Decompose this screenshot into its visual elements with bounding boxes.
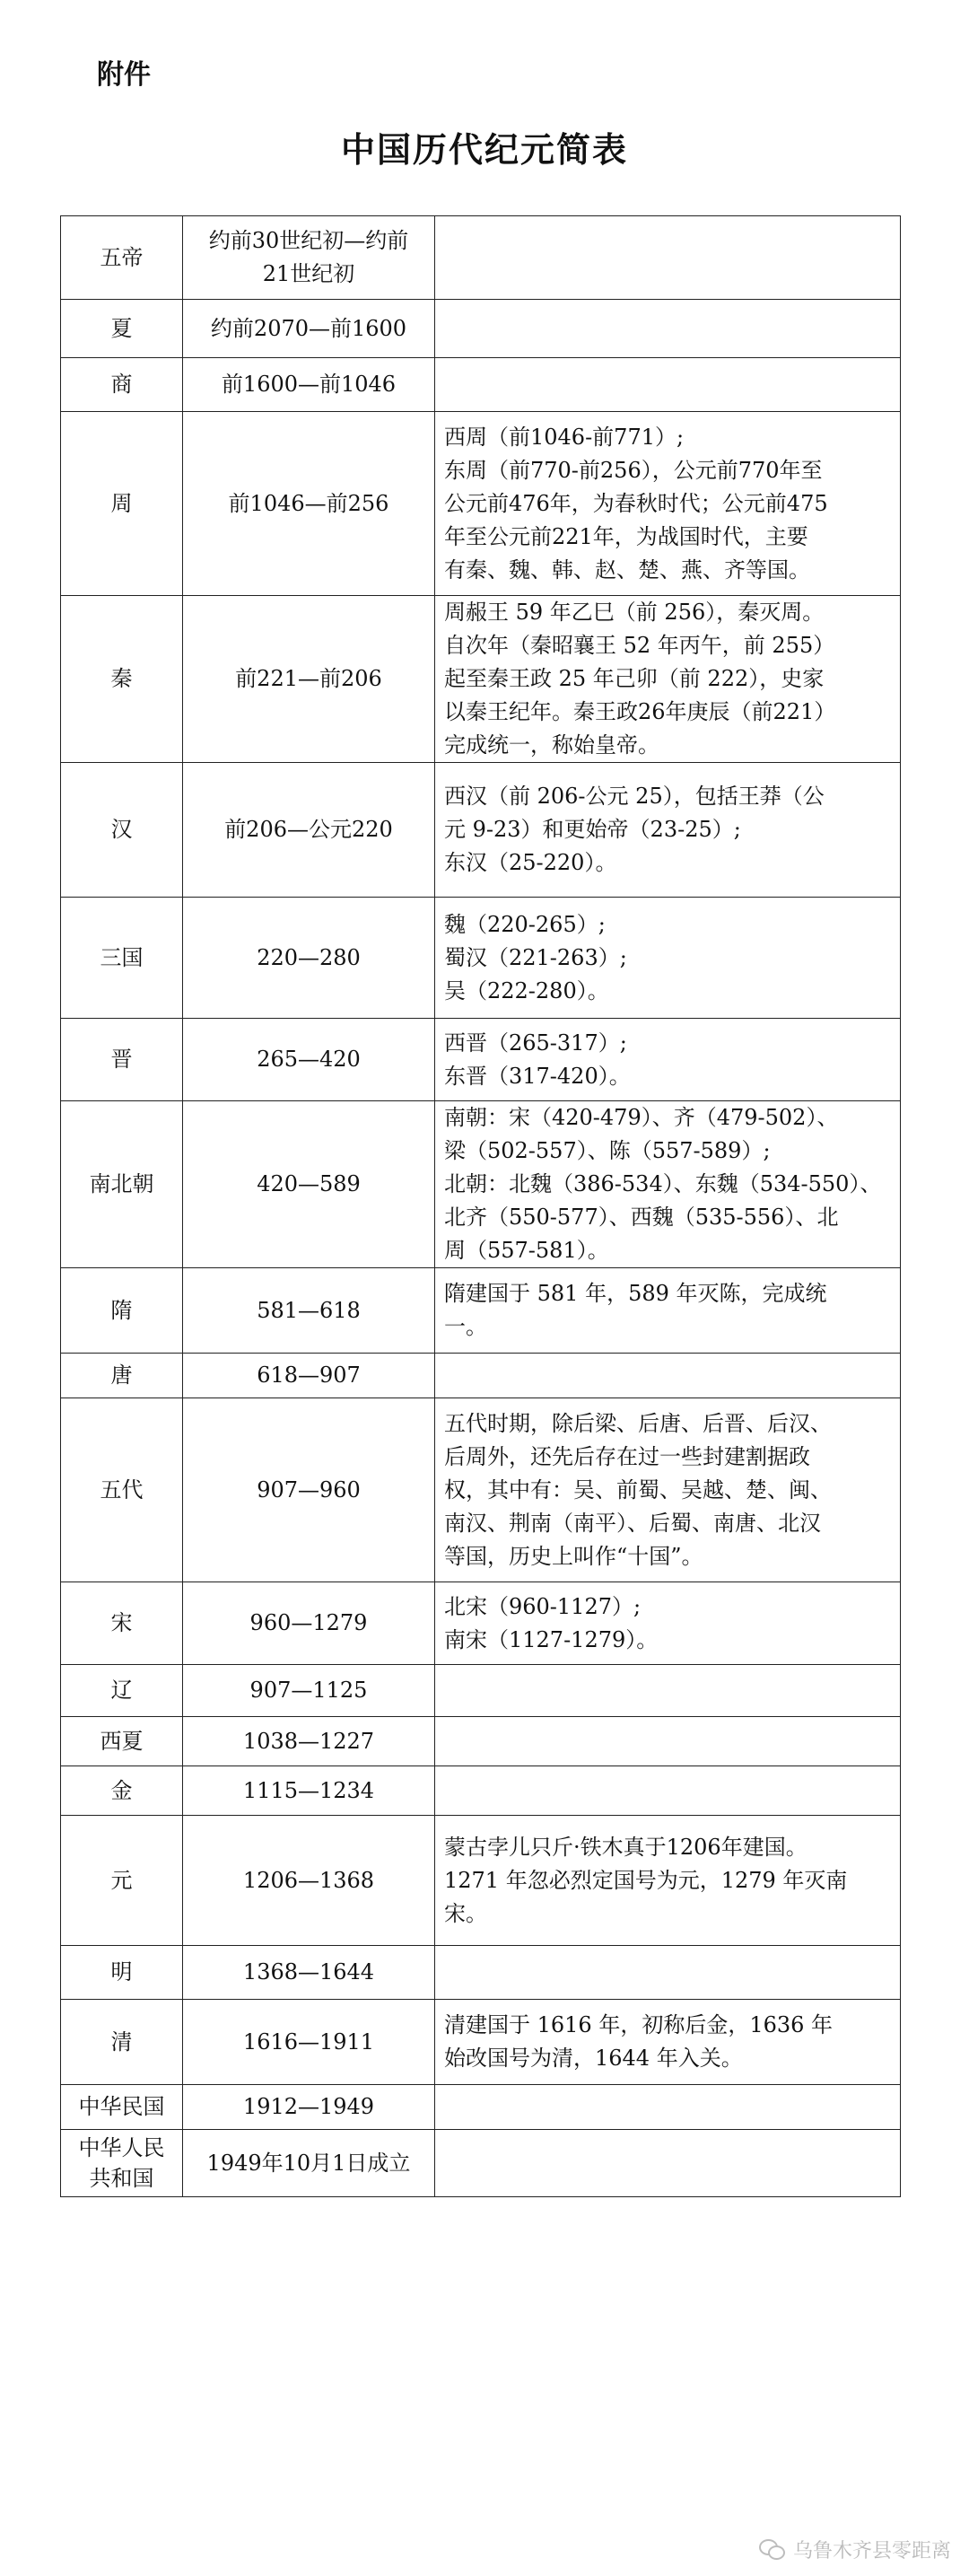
note-line: 周赧王 59 年乙巳（前 256），秦灭周。: [444, 600, 825, 625]
notes-cell: [435, 1582, 901, 1665]
period-cell: 420—589: [183, 1101, 435, 1268]
note-line: 以秦王纪年。秦王政26年庚辰（前221）: [444, 699, 836, 724]
note-line: 南朝：宋（420-479）、齐（479-502）、: [444, 1105, 839, 1130]
period-cell: 907—960: [183, 1398, 435, 1582]
dynasty-cell: 元: [61, 1816, 183, 1946]
note-line: 蜀汉（221-263）;: [444, 944, 627, 970]
dynasty-cell: 南北朝: [61, 1101, 183, 1268]
note-line: 完成统一，称始皇帝。: [444, 732, 659, 758]
period-cell: 前221—前206: [183, 596, 435, 763]
period-cell: 1038—1227: [183, 1717, 435, 1766]
wechat-icon: [759, 2539, 786, 2561]
period-cell: 960—1279: [183, 1582, 435, 1665]
period-cell: 前206—公元220: [183, 763, 435, 898]
period-cell: 前1046—前256: [183, 412, 435, 596]
note-line: 清建国于 1616 年，初称后金，1636 年: [444, 2012, 834, 2037]
period-cell: 265—420: [183, 1019, 435, 1101]
note-line: 有秦、魏、韩、赵、楚、燕、齐等国。: [444, 556, 810, 583]
notes-cell: [435, 216, 901, 300]
period-cell: 约前30世纪初—约前 21世纪初: [183, 216, 435, 300]
notes-cell: [435, 1268, 901, 1354]
note-line: 权，其中有：吴、前蜀、吴越、楚、闽、: [444, 1476, 832, 1503]
notes-cell: [435, 2130, 901, 2197]
notes-cell: [435, 1665, 901, 1717]
note-line: 1271 年忽必烈定国号为元，1279 年灭南: [444, 1867, 848, 1893]
notes-cell: [435, 1766, 901, 1816]
table-row: [61, 1354, 901, 1398]
dynasty-cell: 五代: [61, 1398, 183, 1582]
note-line: 北朝：北魏（386-534）、东魏（534-550）、: [444, 1171, 882, 1196]
notes-cell: [435, 300, 901, 358]
dynasty-cell: 金: [61, 1766, 183, 1816]
table-row: [61, 1268, 901, 1354]
dynasty-cell: 清: [61, 2000, 183, 2085]
dynasty-cell: 周: [61, 412, 183, 596]
note-line: 东汉（25-220）。: [444, 850, 617, 875]
notes-cell: [435, 1946, 901, 2000]
notes-cell: [435, 1354, 901, 1398]
period-cell: 1115—1234: [183, 1766, 435, 1816]
note-line: 一。: [444, 1314, 487, 1339]
table-row: [61, 596, 901, 763]
note-line: 公元前476年，为春秋时代；公元前475: [444, 490, 828, 516]
dynasty-cell: 隋: [61, 1268, 183, 1354]
page-title: 中国历代纪元简表: [340, 130, 628, 170]
dynasty-cell: 汉: [61, 763, 183, 898]
note-line: 始改国号为清，1644 年入关。: [444, 2046, 743, 2071]
period-cell: 907—1125: [183, 1665, 435, 1717]
note-line: 东晋（317-420）。: [444, 1063, 631, 1089]
period-cell: 1949年10月1日成立: [183, 2130, 435, 2197]
table-row: [61, 763, 901, 898]
note-line: 西晋（265-317）;: [444, 1030, 627, 1056]
dynasty-cell: 明: [61, 1946, 183, 2000]
note-line: 宋。: [444, 1900, 487, 1926]
table-row: [61, 1582, 901, 1665]
note-line: 南宋（1127-1279）。: [444, 1626, 659, 1652]
table-row: [61, 1665, 901, 1717]
period-cell: 581—618: [183, 1268, 435, 1354]
notes-cell: [435, 763, 901, 898]
watermark: [759, 2536, 951, 2563]
note-line: 西周（前1046-前771）;: [444, 424, 685, 450]
period-cell: 1616—1911: [183, 2000, 435, 2085]
note-line: 自次年（秦昭襄王 52 年丙午，前 255）: [444, 633, 835, 658]
table-row: [61, 358, 901, 412]
dynasty-cell: 唐: [61, 1354, 183, 1398]
period-cell: 前1600—前1046: [183, 358, 435, 412]
note-line: 元 9-23）和更始帝（23-25）;: [444, 817, 741, 842]
notes-cell: [435, 1019, 901, 1101]
dynasty-cell: 中华民国: [61, 2085, 183, 2130]
note-line: 后周外，还先后存在过一些封建割据政: [444, 1443, 810, 1469]
table-row: [61, 1946, 901, 2000]
table-row: [61, 1101, 901, 1268]
table-row: [61, 1019, 901, 1101]
dynasty-cell: 西夏: [61, 1717, 183, 1766]
note-line: 起至秦王政 25 年己卯（前 222），史家: [444, 666, 825, 691]
period-cell: 约前2070—前1600: [183, 300, 435, 358]
note-line: 隋建国于 581 年，589 年灭陈，完成统: [444, 1281, 827, 1306]
notes-cell: [435, 1816, 901, 1946]
table-row: [61, 1766, 901, 1816]
note-line: 周（557-581）。: [444, 1238, 609, 1263]
dynasty-cell: 宋: [61, 1582, 183, 1665]
note-line: 魏（220-265）;: [444, 911, 606, 937]
dynasty-cell: 辽: [61, 1665, 183, 1717]
notes-cell: [435, 1101, 901, 1268]
notes-cell: [435, 358, 901, 412]
note-line: 北宋（960-1127）;: [444, 1593, 642, 1619]
table-row: [61, 216, 901, 300]
notes-cell: [435, 596, 901, 763]
dynasty-cell: 中华人民 共和国: [61, 2130, 183, 2197]
watermark-text: 乌鲁木齐县零距离: [792, 2540, 951, 2563]
period-cell: 1206—1368: [183, 1816, 435, 1946]
note-line: 南汉、荆南（南平）、后蜀、南唐、北汉: [444, 1510, 821, 1536]
dynasty-cell: 三国: [61, 898, 183, 1019]
table-row: [61, 898, 901, 1019]
table-row: [61, 300, 901, 358]
dynasty-cell: 五帝: [61, 216, 183, 300]
table-body: [61, 216, 901, 2197]
dynasty-cell: 晋: [61, 1019, 183, 1101]
note-line: 西汉（前 206-公元 25），包括王莽（公: [444, 784, 825, 809]
note-line: 梁（502-557）、陈（557-589）;: [444, 1138, 771, 1163]
table-row: [61, 412, 901, 596]
table-row: [61, 2000, 901, 2085]
note-line: 等国，历史上叫作“十国”。: [444, 1543, 703, 1569]
notes-cell: [435, 2000, 901, 2085]
notes-cell: [435, 898, 901, 1019]
notes-cell: [435, 2085, 901, 2130]
notes-cell: [435, 1717, 901, 1766]
note-line: 蒙古孛儿只斤·铁木真于1206年建国。: [444, 1834, 808, 1860]
notes-cell: [435, 1398, 901, 1582]
period-cell: 220—280: [183, 898, 435, 1019]
note-line: 北齐（550-577）、西魏（535-556）、北: [444, 1205, 839, 1230]
dynasty-cell: 夏: [61, 300, 183, 358]
chronology-table: [60, 215, 901, 2197]
note-line: 东周（前770-前256），公元前770年至: [444, 457, 823, 483]
note-line: 年至公元前221年，为战国时代，主要: [444, 523, 808, 549]
period-cell: 1912—1949: [183, 2085, 435, 2130]
dynasty-cell: 秦: [61, 596, 183, 763]
note-line: 吴（222-280）。: [444, 977, 609, 1003]
table-row: [61, 2085, 901, 2130]
table-row: [61, 1398, 901, 1582]
attachment-label: 附件: [97, 59, 151, 91]
table-row: [61, 2130, 901, 2197]
table-row: [61, 1816, 901, 1946]
period-cell: 618—907: [183, 1354, 435, 1398]
note-line: 五代时期，除后梁、后唐、后晋、后汉、: [444, 1410, 832, 1436]
dynasty-cell: 商: [61, 358, 183, 412]
notes-cell: [435, 412, 901, 596]
table-row: [61, 1717, 901, 1766]
period-cell: 1368—1644: [183, 1946, 435, 2000]
